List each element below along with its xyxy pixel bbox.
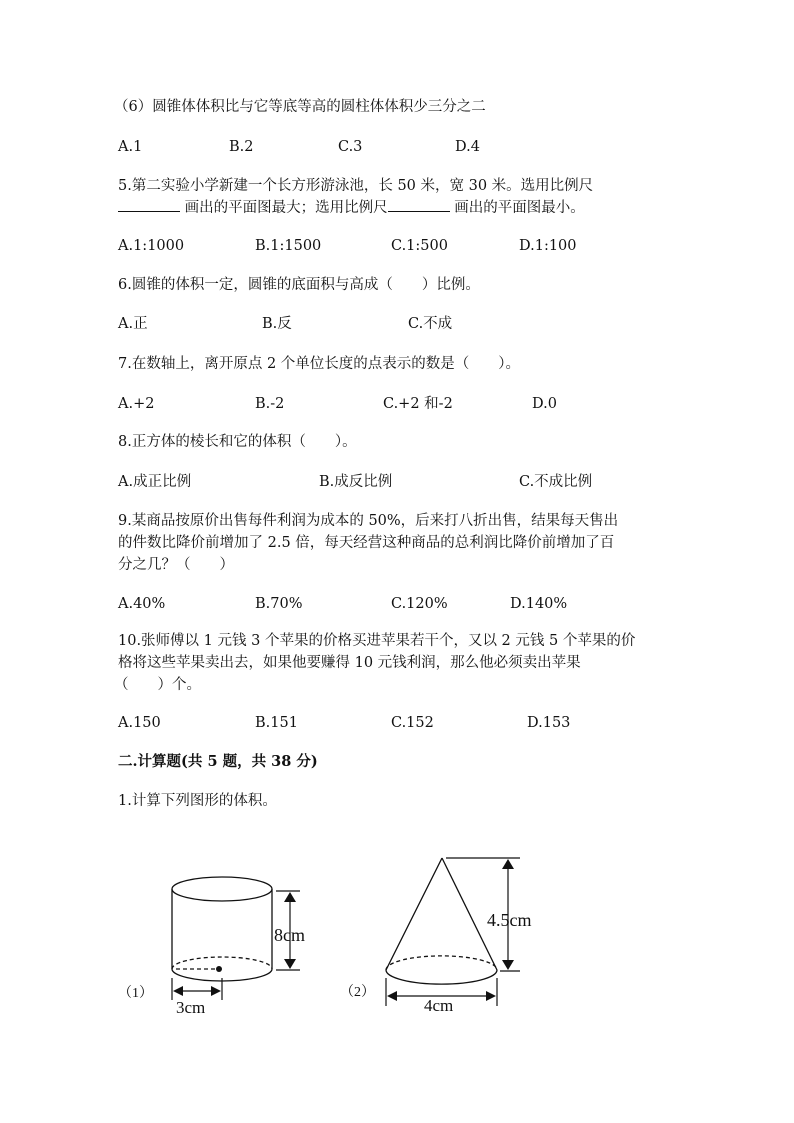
q10-option-b: B.151 bbox=[255, 715, 298, 731]
figure-1-label: （1） bbox=[118, 986, 153, 1001]
answer-blank-2[interactable] bbox=[388, 197, 450, 212]
q9-option-c: C.120% bbox=[391, 596, 448, 612]
cylinder-figure bbox=[172, 877, 272, 981]
q5-option-b: B.1:1500 bbox=[255, 238, 322, 254]
answer-blank-1[interactable] bbox=[118, 197, 180, 212]
arrow-right-icon bbox=[211, 986, 221, 996]
cylinder-center-dot bbox=[216, 966, 222, 972]
cone-diameter-label: 4cm bbox=[424, 996, 454, 1015]
question-5-line-2 bbox=[118, 197, 585, 219]
question-6-sub: （6）圆锥体体积比与它等底等高的圆柱体体积少三分之二 bbox=[114, 99, 486, 115]
cylinder-radius-label: 3cm bbox=[176, 998, 206, 1017]
arrow-down-icon bbox=[284, 959, 296, 969]
arrow-up-icon bbox=[284, 892, 296, 902]
q10-option-a: A.150 bbox=[118, 715, 161, 731]
q7-option-a: A.+2 bbox=[118, 396, 155, 412]
q9-option-a: A.40% bbox=[118, 596, 166, 612]
q-sub6-option-d: D.4 bbox=[455, 139, 480, 155]
q5-option-a: A.1:1000 bbox=[118, 238, 185, 254]
q-sub6-option-a: A.1 bbox=[118, 139, 143, 155]
q6-option-c: C.不成 bbox=[408, 316, 453, 332]
q6-option-a: A.正 bbox=[118, 316, 148, 332]
q9-option-b: B.70% bbox=[255, 596, 303, 612]
q10-option-d: D.153 bbox=[527, 715, 571, 731]
q6-option-b: B.反 bbox=[262, 316, 292, 332]
cone-figure bbox=[386, 858, 497, 984]
question-7: 7.在数轴上，离开原点 2 个单位长度的点表示的数是（ ）。 bbox=[118, 356, 521, 372]
question-10-line-1: 10.张师傅以 1 元钱 3 个苹果的价格买进苹果若干个，又以 2 元钱 5 个苹果的价 bbox=[118, 633, 636, 649]
calc-question-1: 1.计算下列图形的体积。 bbox=[118, 793, 277, 809]
q7-option-d: D.0 bbox=[532, 396, 557, 412]
question-9-line-1: 9.某商品按原价出售每件利润为成本的 50%，后来打八折出售，结果每天售出 bbox=[118, 513, 619, 529]
question-8: 8.正方体的棱长和它的体积（ ）。 bbox=[118, 434, 357, 450]
q7-option-b: B.-2 bbox=[255, 396, 285, 412]
arrow-right-icon bbox=[486, 991, 496, 1001]
question-6: 6.圆锥的体积一定，圆锥的底面积与高成（ ）比例。 bbox=[118, 277, 480, 293]
question-10-line-3: （ ）个。 bbox=[114, 677, 201, 693]
q-sub6-option-b: B.2 bbox=[229, 139, 254, 155]
q-sub6-option-c: C.3 bbox=[338, 139, 363, 155]
q8-option-a: A.成正比例 bbox=[118, 474, 192, 490]
question-5-line-2-mid: 画出的平面图最大；选用比例尺 bbox=[180, 200, 388, 216]
question-5-line-1: 5.第二实验小学新建一个长方形游泳池，长 50 米，宽 30 米。选用比例尺 bbox=[118, 178, 594, 194]
arrow-left-icon bbox=[173, 986, 183, 996]
q5-option-c: C.1:500 bbox=[391, 238, 448, 254]
q8-option-b: B.成反比例 bbox=[319, 474, 393, 490]
figure-2-label: （2） bbox=[340, 985, 375, 1000]
arrow-up-icon bbox=[502, 859, 514, 869]
question-9-line-3: 分之几？（ ） bbox=[118, 557, 234, 573]
arrow-left-icon bbox=[387, 991, 397, 1001]
cylinder-height-label: 8cm bbox=[274, 925, 305, 945]
q5-option-d: D.1:100 bbox=[519, 238, 577, 254]
q10-option-c: C.152 bbox=[391, 715, 434, 731]
q8-option-c: C.不成比例 bbox=[519, 474, 593, 490]
section-2-heading: 二.计算题(共 5 题，共 38 分) bbox=[118, 753, 318, 770]
question-5-line-2-end: 画出的平面图最小。 bbox=[449, 200, 585, 216]
question-10-line-2: 格将这些苹果卖出去，如果他要赚得 10 元钱利润，那么他必须卖出苹果 bbox=[118, 655, 581, 671]
arrow-down-icon bbox=[502, 960, 514, 970]
cone-height-label: 4.5cm bbox=[487, 910, 532, 930]
question-9-line-2: 的件数比降价前增加了 2.5 倍，每天经营这种商品的总利润比降价前增加了百 bbox=[118, 535, 615, 551]
geometry-figures bbox=[0, 840, 794, 1040]
q7-option-c: C.+2 和-2 bbox=[383, 396, 453, 412]
q9-option-d: D.140% bbox=[510, 596, 568, 612]
